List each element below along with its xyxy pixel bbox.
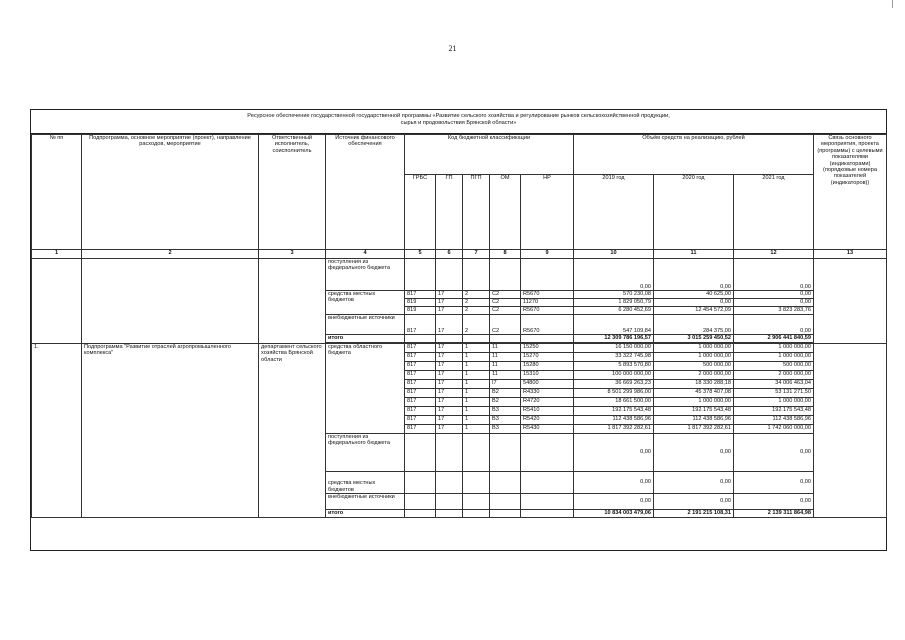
corner-mark	[892, 0, 893, 8]
column-number-row	[32, 250, 887, 259]
col-number: 1	[32, 250, 82, 259]
gp-cell: 17	[436, 371, 463, 380]
value-2021: 0,00	[734, 291, 814, 299]
value-2019: 0,00	[574, 472, 654, 494]
col-number: 3	[259, 250, 326, 259]
gp-cell: 17	[436, 425, 463, 434]
pgp-cell: 1	[463, 371, 490, 380]
table-row	[32, 259, 887, 291]
om-cell: 11	[490, 371, 521, 380]
np-cell: 15310	[521, 371, 574, 380]
pgp-cell: 1	[463, 407, 490, 416]
grbs-cell: 817	[405, 398, 436, 407]
header-link: Связь основного мероприятия, проекта (программы) с целевыми показателями (индикаторами) (порядковые номера показателей (индикаторов))	[814, 135, 887, 250]
empty-cell	[814, 344, 887, 518]
source-cell: средства местных бюджетов	[326, 472, 405, 494]
grbs-cell: 817	[405, 315, 436, 335]
value-2020: 1 000 000,00	[654, 353, 734, 362]
grbs-cell: 817	[405, 344, 436, 353]
header-2020: 2020 год	[654, 175, 734, 250]
np-cell: 11270	[521, 299, 574, 307]
value-2019: 6 280 452,69	[574, 307, 654, 315]
value-2019: 1 829 050,79	[574, 299, 654, 307]
col-number: 8	[490, 250, 521, 259]
om-cell: B3	[490, 416, 521, 425]
value-2020: 0,00	[654, 259, 734, 291]
value-2019: 33 322 745,98	[574, 353, 654, 362]
header-num: № пп	[32, 135, 82, 250]
value-2020: 284 375,00	[654, 315, 734, 335]
np-cell: 15280	[521, 362, 574, 371]
om-cell: B2	[490, 389, 521, 398]
om-cell: С2	[490, 299, 521, 307]
header-volume: Объём средств на реализацию, рублей	[574, 135, 814, 175]
value-2021: 0,00	[734, 259, 814, 291]
value-2019: 5 893 570,80	[574, 362, 654, 371]
total-2021: 2 139 311 864,98	[734, 510, 814, 518]
pgp-cell: 1	[463, 344, 490, 353]
np-cell: R5430	[521, 425, 574, 434]
value-2019: 18 661 500,00	[574, 398, 654, 407]
total-2019: 10 834 003 479,06	[574, 510, 654, 518]
empty-cell	[82, 259, 259, 344]
header-gp: ГП	[436, 175, 463, 250]
header-pgp: ПГП	[463, 175, 490, 250]
header-2019: 2019 год	[574, 175, 654, 250]
value-2020: 1 000 000,00	[654, 344, 734, 353]
np-cell: R5420	[521, 416, 574, 425]
np-cell: R5670	[521, 307, 574, 315]
om-cell: С2	[490, 315, 521, 335]
value-2020: 0,00	[654, 494, 734, 510]
col-number: 2	[82, 250, 259, 259]
grbs-cell: 817	[405, 407, 436, 416]
value-2021: 0,00	[734, 299, 814, 307]
np-cell: R5670	[521, 291, 574, 299]
om-cell: B3	[490, 425, 521, 434]
gp-cell: 17	[436, 380, 463, 389]
col-number: 5	[405, 250, 436, 259]
resource-table	[31, 134, 887, 518]
source-cell: средства областного бюджета	[326, 344, 405, 434]
gp-cell: 17	[436, 344, 463, 353]
np-cell: 15250	[521, 344, 574, 353]
source-cell: итого	[326, 335, 405, 343]
value-2019: 570 230,08	[574, 291, 654, 299]
value-2021: 192 175 543,48	[734, 407, 814, 416]
total-2020: 3 015 259 450,52	[654, 335, 734, 343]
value-2021: 34 006 463,04	[734, 380, 814, 389]
om-cell: 11	[490, 353, 521, 362]
np-cell: R4330	[521, 389, 574, 398]
grbs-cell: 817	[405, 425, 436, 434]
om-cell: С2	[490, 307, 521, 315]
value-2020: 18 330 288,18	[654, 380, 734, 389]
value-2021: 1 000 000,00	[734, 398, 814, 407]
value-2019: 16 150 000,00	[574, 344, 654, 353]
value-2020: 40 625,00	[654, 291, 734, 299]
value-2021: 500 000,00	[734, 362, 814, 371]
value-2021: 0,00	[734, 472, 814, 494]
om-cell: С2	[490, 291, 521, 299]
resource-table-sheet	[30, 109, 887, 551]
value-2021: 3 823 283,76	[734, 307, 814, 315]
source-cell: внебюджетные источники	[326, 315, 405, 335]
pgp-cell: 2	[463, 315, 490, 335]
gp-cell: 17	[436, 416, 463, 425]
grbs-cell: 817	[405, 380, 436, 389]
value-2020: 112 438 586,96	[654, 416, 734, 425]
title-line-2: сырья и продовольствия Брянской области»	[400, 120, 517, 126]
empty-cell	[259, 259, 326, 344]
value-2019: 112 438 586,96	[574, 416, 654, 425]
value-2019: 0,00	[574, 259, 654, 291]
pgp-cell: 1	[463, 389, 490, 398]
value-2021: 1 000 000,00	[734, 344, 814, 353]
grbs-cell: 817	[405, 416, 436, 425]
total-2019: 12 309 786 196,57	[574, 335, 654, 343]
title-line-1: Ресурсное обеспечение государственной государственной программы «Развитие сельского хозяйства и регулирование рынков сельскохозяйственной продукции,	[247, 113, 670, 119]
header-np: НР	[521, 175, 574, 250]
gp-cell: 17	[436, 389, 463, 398]
value-2019: 0,00	[574, 494, 654, 510]
header-source: Источник финансового обеспечения	[326, 135, 405, 250]
value-2021: 53 131 271,50	[734, 389, 814, 398]
grbs-cell: 819	[405, 299, 436, 307]
pgp-cell: 1	[463, 425, 490, 434]
np-cell: R5670	[521, 315, 574, 335]
gp-cell: 17	[436, 407, 463, 416]
table-title	[31, 110, 886, 134]
value-2019: 1 817 392 282,61	[574, 425, 654, 434]
total-2020: 2 191 215 108,31	[654, 510, 734, 518]
gp-cell: 17	[436, 315, 463, 335]
table-row	[32, 344, 887, 353]
pgp-cell: 2	[463, 307, 490, 315]
value-2020: 45 378 407,08	[654, 389, 734, 398]
grbs-cell: 819	[405, 307, 436, 315]
col-number: 7	[463, 250, 490, 259]
gp-cell: 17	[436, 398, 463, 407]
gp-cell: 17	[436, 299, 463, 307]
source-cell: поступления из федерального бюджета	[326, 434, 405, 472]
pgp-cell: 1	[463, 380, 490, 389]
value-2021: 0,00	[734, 434, 814, 472]
pgp-cell: 1	[463, 398, 490, 407]
col-number: 11	[654, 250, 734, 259]
header-om: ОМ	[490, 175, 521, 250]
gp-cell: 17	[436, 307, 463, 315]
value-2021: 1 000 000,00	[734, 353, 814, 362]
np-cell: 54800	[521, 380, 574, 389]
gp-cell: 17	[436, 353, 463, 362]
header-row-1	[32, 135, 887, 175]
np-cell: R4720	[521, 398, 574, 407]
col-number: 9	[521, 250, 574, 259]
subprogram-name: Подпрограмма "Развитие отраслей агропромышленного комплекса"	[82, 344, 259, 518]
subprogram-executor: департамент сельского хозяйства Брянской области	[259, 344, 326, 518]
header-grbs: ГРБС	[405, 175, 436, 250]
source-cell: средства местных бюджетов	[326, 291, 405, 315]
value-2021: 1 742 060 000,00	[734, 425, 814, 434]
empty-cell	[32, 259, 82, 344]
om-cell: I7	[490, 380, 521, 389]
gp-cell: 17	[436, 291, 463, 299]
pgp-cell: 1	[463, 416, 490, 425]
source-cell: поступления из федерального бюджета	[326, 259, 405, 291]
grbs-cell: 817	[405, 371, 436, 380]
np-cell: R5410	[521, 407, 574, 416]
om-cell: B3	[490, 407, 521, 416]
pgp-cell: 1	[463, 362, 490, 371]
value-2020: 1 000 000,00	[654, 398, 734, 407]
header-executor: Ответственный исполнитель, соисполнитель	[259, 135, 326, 250]
value-2020: 500 000,00	[654, 362, 734, 371]
value-2021: 112 438 586,96	[734, 416, 814, 425]
header-name: Подпрограмма, основное мероприятие (проект), направление расходов, мероприятие	[82, 135, 259, 250]
grbs-cell: 817	[405, 362, 436, 371]
pgp-cell: 2	[463, 299, 490, 307]
col-number: 6	[436, 250, 463, 259]
value-2020: 0,00	[654, 299, 734, 307]
value-2020: 192 175 543,48	[654, 407, 734, 416]
value-2019: 8 501 299 986,00	[574, 389, 654, 398]
value-2020: 2 000 000,00	[654, 371, 734, 380]
om-cell: 11	[490, 362, 521, 371]
om-cell: B2	[490, 398, 521, 407]
header-budget-code: Код бюджетной классификации	[405, 135, 574, 175]
value-2020: 1 817 392 282,61	[654, 425, 734, 434]
empty-cell	[814, 259, 887, 344]
gp-cell: 17	[436, 362, 463, 371]
value-2020: 0,00	[654, 434, 734, 472]
source-cell: итого	[326, 510, 405, 518]
col-number: 4	[326, 250, 405, 259]
col-number: 12	[734, 250, 814, 259]
pgp-cell: 1	[463, 353, 490, 362]
source-cell: внебюджетные источники	[326, 494, 405, 510]
subprogram-number: 1.	[32, 344, 82, 518]
total-2021: 2 906 441 840,59	[734, 335, 814, 343]
value-2021: 2 000 000,00	[734, 371, 814, 380]
col-number: 13	[814, 250, 887, 259]
grbs-cell: 817	[405, 291, 436, 299]
col-number: 10	[574, 250, 654, 259]
value-2019: 36 669 263,23	[574, 380, 654, 389]
value-2020: 0,00	[654, 472, 734, 494]
value-2019: 0,00	[574, 434, 654, 472]
grbs-cell: 817	[405, 389, 436, 398]
value-2021: 0,00	[734, 494, 814, 510]
np-cell: 15270	[521, 353, 574, 362]
om-cell: 11	[490, 344, 521, 353]
pgp-cell: 2	[463, 291, 490, 299]
value-2019: 100 000 000,00	[574, 371, 654, 380]
value-2019: 192 175 543,48	[574, 407, 654, 416]
value-2021: 0,00	[734, 315, 814, 335]
value-2020: 12 454 572,09	[654, 307, 734, 315]
page-number: 21	[448, 44, 457, 53]
header-2021: 2021 год	[734, 175, 814, 250]
value-2019: 547 109,84	[574, 315, 654, 335]
grbs-cell: 817	[405, 353, 436, 362]
